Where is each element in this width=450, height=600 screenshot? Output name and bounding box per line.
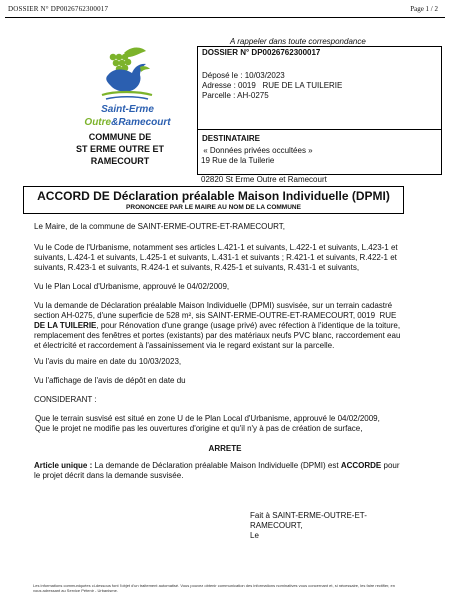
body-demande-line2: section AH-0275, d'une superficie de 528 m², sis SAINT-ERME-OUTRE-ET-RAMECOURT, 0019 RUE [34, 311, 397, 320]
body-code-line1: Vu le Code de l'Urbanisme, notamment ses articles L.421-1 et suivants, L.422-1 et suivants, L.423-1 et [34, 243, 398, 252]
body-demande-street: DE LA TUILERIE [34, 321, 97, 330]
logo-name-line2 [80, 117, 175, 128]
body-considerant-2: Que le projet ne modifie pas les ouvertures d'origine et qu'il n'y à pas de création de surface, [35, 424, 363, 433]
dossier-box-title: DOSSIER N° DP0026762300017 [202, 48, 321, 57]
footer-line2: vous adressant au Service Pétenir - Urbanisme. [33, 588, 118, 593]
article-line1 [34, 461, 424, 471]
logo-ampersand: & [111, 117, 119, 128]
arrete-heading: ARRETE [208, 444, 242, 453]
body-considerant-heading: CONSIDERANT : [34, 395, 97, 404]
header-dossier-label: DOSSIER N° DP0026762300017 [8, 5, 109, 13]
commune-line3: RAMECOURT [90, 156, 150, 166]
destinataire-line2: 19 Rue de la Tuilerie [201, 156, 275, 165]
commune-line1: COMMUNE DE [88, 132, 152, 142]
logo-ramecourt-word: Ramecourt [118, 117, 171, 128]
body-avis-maire: Vu l'avis du maire en date du 10/03/2023, [34, 357, 182, 366]
reference-note: A rappeler dans toute correspondance [230, 37, 366, 46]
dossier-adresse: Adresse : 0019 RUE DE LA TUILERIE [202, 81, 343, 90]
fait-line1: Fait à SAINT-ERME-OUTRE-ET- [250, 511, 367, 520]
body-code-line2: suivants, L.424-1 et suivants, L.425-1 et suivants, L.431-1 et suivants ; R.421-1 et suivants, R.422-1 et [34, 253, 397, 262]
article-label: Article unique : [34, 461, 93, 470]
article-accorde: ACCORDE [340, 461, 382, 470]
body-demande [34, 301, 424, 351]
body-affichage: Vu l'affichage de l'avis de dépôt en date du [34, 376, 186, 385]
commune-name-block [50, 131, 190, 167]
article-line2: le projet décrit dans la demande susvisée. [34, 471, 184, 480]
body-plu: Vu le Plan Local d'Urbanisme, approuvé le 04/02/2009, [34, 282, 230, 291]
logo-name-line1: Saint-Erme [101, 104, 154, 115]
body-demande-line3 [34, 321, 424, 331]
dossier-info-box [197, 46, 442, 130]
logo-outre-word: Outre [84, 117, 112, 128]
body-demande-line1: Vu la demande de Déclaration préalable Maison Individuelle (DPMI) susvisée, sur un terrain cadastré [34, 301, 393, 310]
commune-line2: ST ERME OUTRE ET [75, 144, 164, 154]
document-title-box [23, 186, 404, 214]
body-code-urbanisme [34, 243, 424, 273]
body-demande-line5: et électricité et raccordement à l'assainissement via le regard existant sur la parcelle. [34, 341, 335, 350]
body-mayor-line: Le Maire, de la commune de SAINT-ERME-OUTRE-ET-RAMECOURT, [34, 222, 286, 231]
destinataire-title: DESTINATAIRE [202, 134, 260, 143]
body-demande-line4: remplacement des fenêtres et portes (existants) par des matériaux neufs PVC blanc, raccordement eau [34, 331, 401, 340]
footer-legal-note [33, 583, 418, 593]
fait-line3: Le [250, 531, 259, 540]
body-considerant-1: Que le terrain susvisé est situé en zone U de le Plan Local d'Urbanisme, approuvé le 04/02/2009, [35, 414, 380, 423]
destinataire-line1: « Données privées occultées » [201, 146, 313, 155]
article-unique [34, 461, 424, 481]
article-text2: pour [381, 461, 400, 470]
header-divider [5, 17, 445, 18]
commune-logo [80, 45, 175, 140]
document-title: ACCORD DE Déclaration préalable Maison Individuelle (DPMI) [37, 189, 390, 203]
signature-block [250, 511, 367, 541]
article-text1: La demande de Déclaration préalable Maison Individuelle (DPMI) est [92, 461, 341, 470]
body-demande-line3-text: , pour Rénovation d'une grange (usage privé) avec réfection à l'identique de la toiture, [96, 321, 401, 330]
footer-line1: Les informations communiquées ci-dessous font l'objet d'un traitement automatisé. Vous pouvez obtenir communication des informations nominatives vous concernant et, si nécessaire, les faire rectifier, en [33, 583, 395, 588]
destinataire-line3: 02820 St Erme Outre et Ramecourt [201, 175, 327, 184]
dossier-parcelle: Parcelle : AH-0275 [202, 91, 269, 100]
body-code-line3: suivants, R.423-1 et suivants, R.424-1 et suivants, R.425-1 et suivants, R.431-1 et suivants, [34, 263, 360, 272]
fait-line2: RAMECOURT, [250, 521, 303, 530]
dossier-depose-date: Déposé le : 10/03/2023 [202, 71, 285, 80]
header-page-number: Page 1 / 2 [410, 5, 438, 13]
document-subtitle: PRONONCEE PAR LE MAIRE AU NOM DE LA COMMUNE [126, 204, 301, 211]
